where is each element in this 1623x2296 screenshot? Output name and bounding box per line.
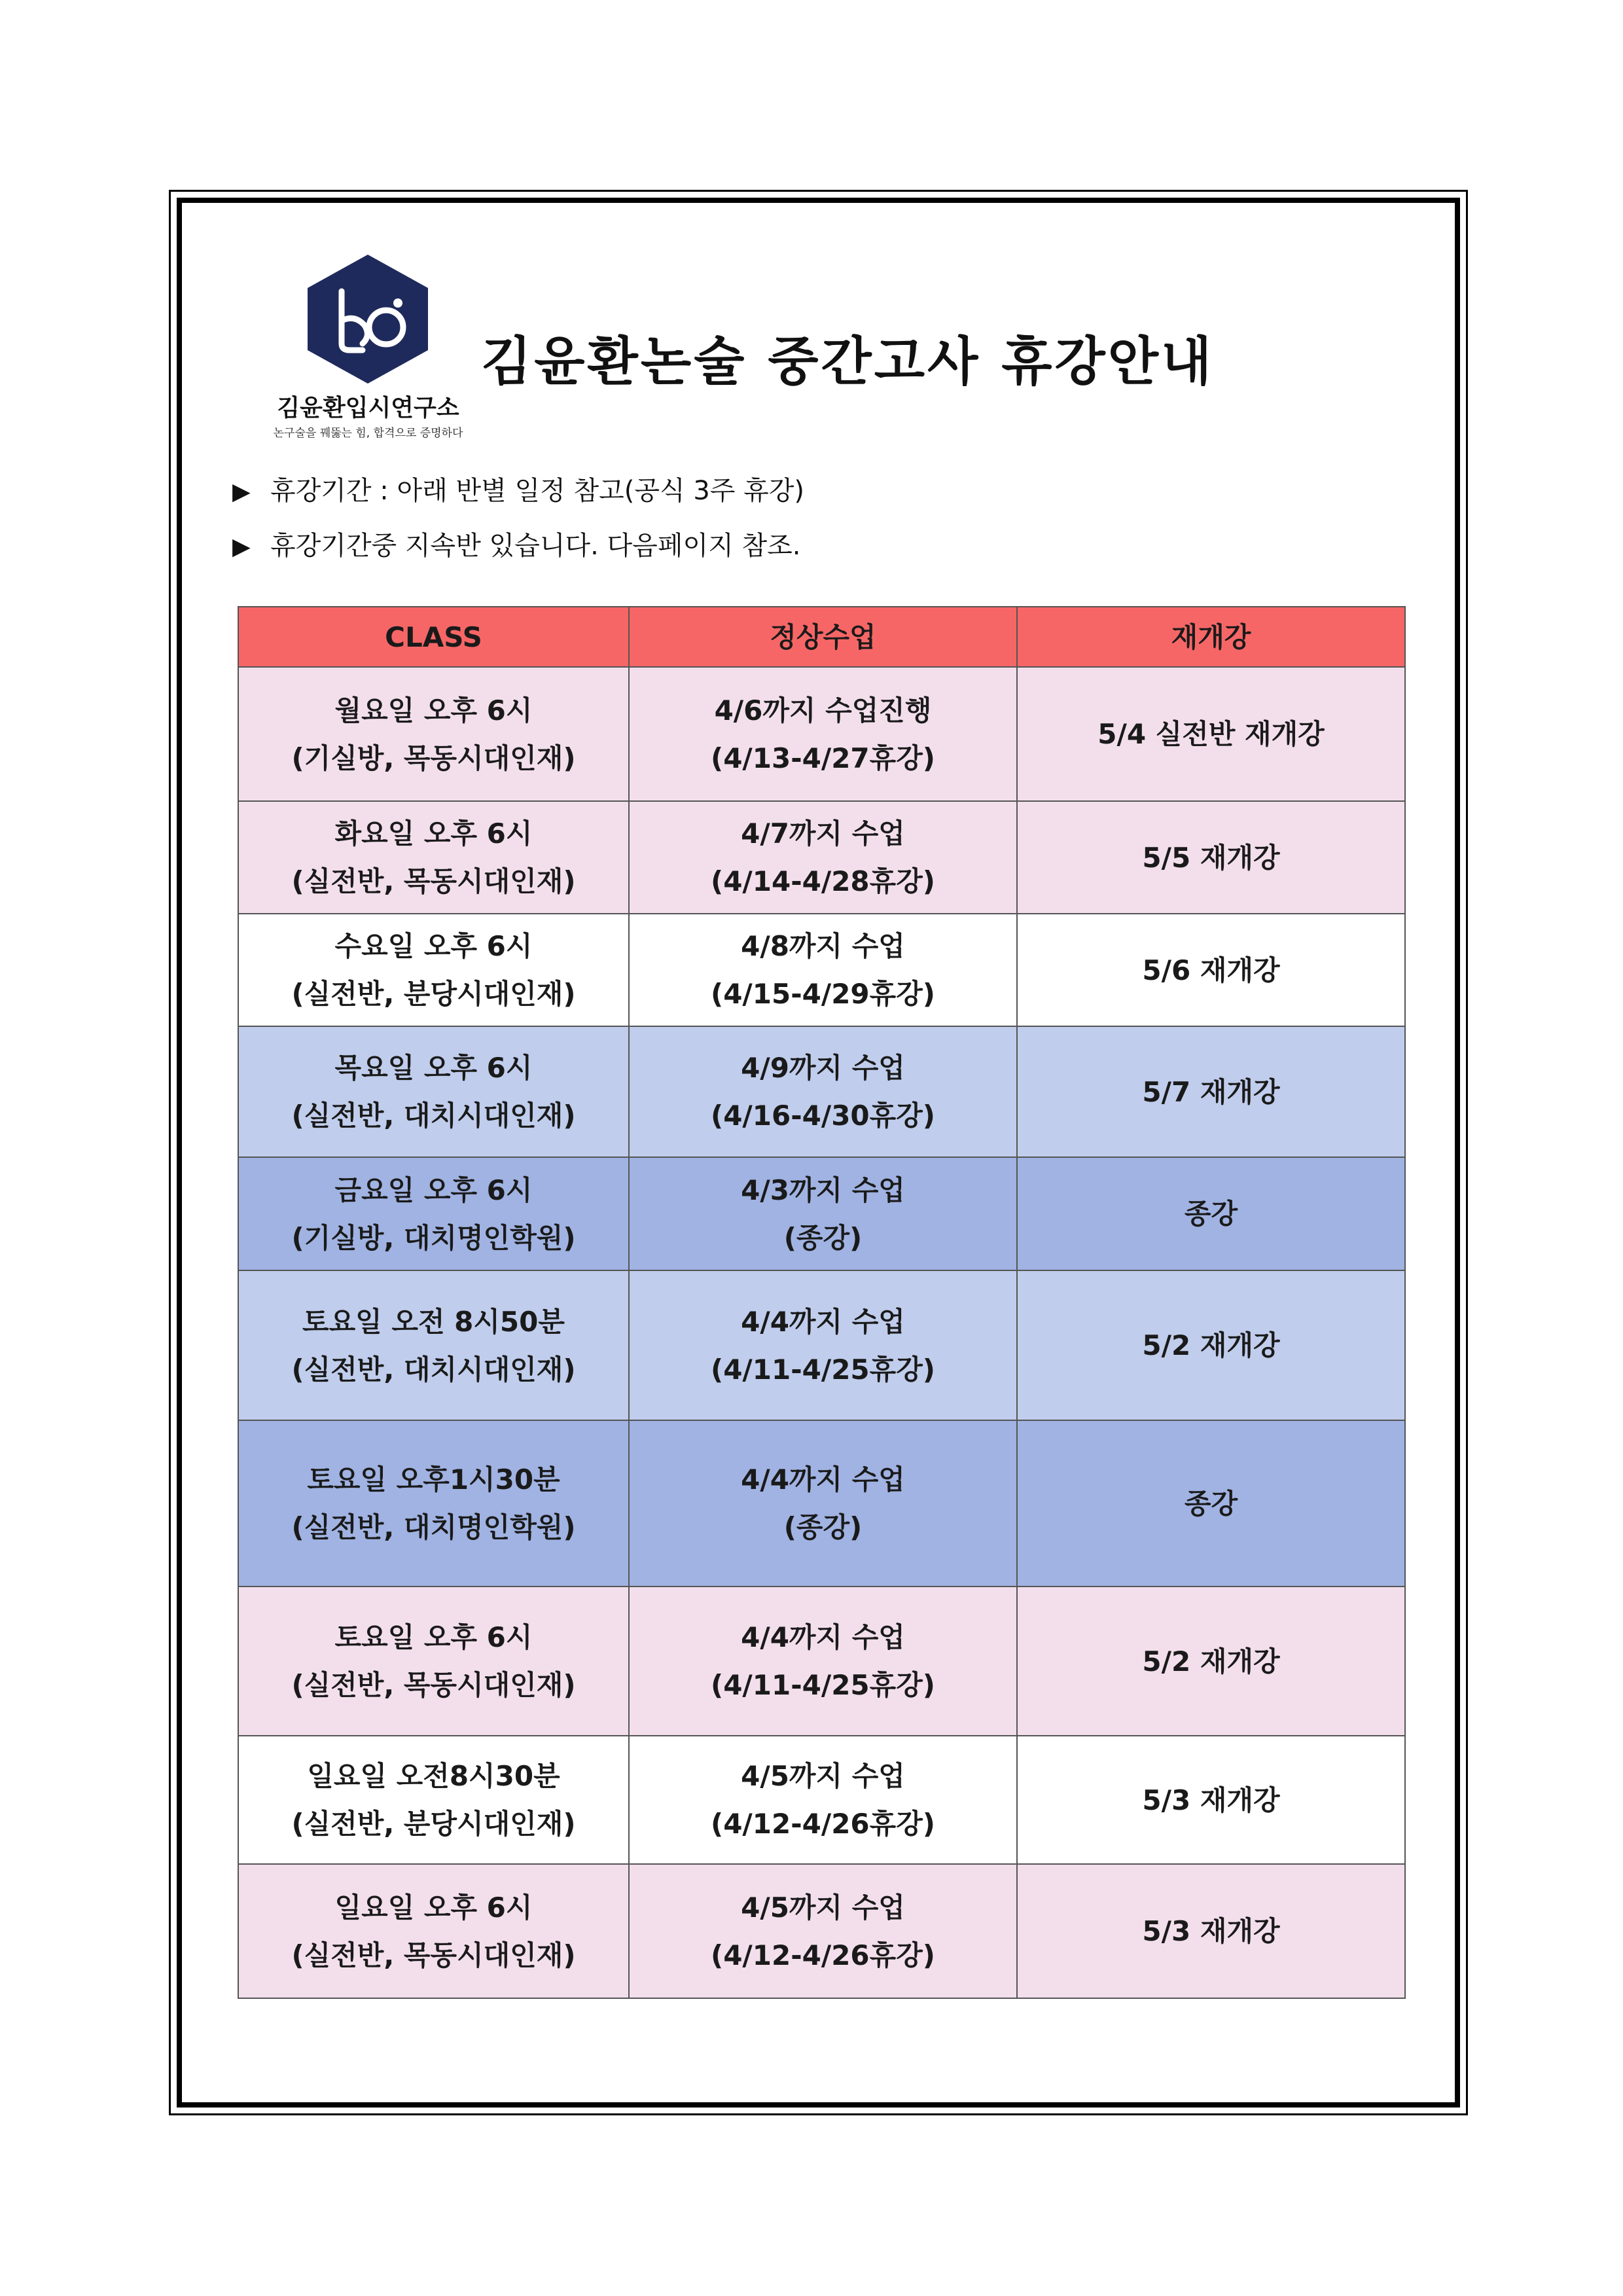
reopen-cell: 종강 (1017, 1420, 1405, 1587)
reopen-cell: 5/3 재개강 (1017, 1864, 1405, 1998)
reopen-cell: 5/3 재개강 (1017, 1736, 1405, 1864)
table-row (238, 1864, 1405, 1998)
normal-class-cell: 4/4까지 수업 (4/11-4/25휴강) (629, 1270, 1017, 1420)
reopen-cell: 5/5 재개강 (1017, 801, 1405, 914)
class-cell: 일요일 오전8시30분 (실전반, 분당시대인재) (238, 1736, 629, 1864)
page-title: 김윤환논술 중간고사 휴강안내 (481, 331, 1215, 392)
reopen-cell: 종강 (1017, 1157, 1405, 1270)
reopen-cell: 5/6 재개강 (1017, 914, 1405, 1026)
normal-class-cell: 4/6까지 수업진행 (4/13-4/27휴강) (629, 667, 1017, 801)
class-cell: 금요일 오후 6시 (기실방, 대치명인학원) (238, 1157, 629, 1270)
normal-class-cell: 4/5까지 수업 (4/12-4/26휴강) (629, 1736, 1017, 1864)
triangle-bullet-icon: ▶ (232, 478, 251, 505)
table-row (238, 914, 1405, 1026)
normal-class-cell: 4/8까지 수업 (4/15-4/29휴강) (629, 914, 1017, 1026)
class-cell: 토요일 오후 6시 (실전반, 목동시대인재) (238, 1587, 629, 1736)
reopen-cell: 5/7 재개강 (1017, 1026, 1405, 1157)
hexagon-logo-icon (302, 252, 433, 386)
table-row (238, 1026, 1405, 1157)
class-cell: 월요일 오후 6시 (기실방, 목동시대인재) (238, 667, 629, 801)
table-row (238, 1270, 1405, 1420)
notice-text: 휴강기간 : 아래 반별 일정 참고(공식 3주 휴강) (270, 476, 805, 506)
reopen-cell: 5/4 실전반 재개강 (1017, 667, 1405, 801)
class-cell: 토요일 오전 8시50분 (실전반, 대치시대인재) (238, 1270, 629, 1420)
class-cell: 토요일 오후1시30분 (실전반, 대치명인학원) (238, 1420, 629, 1587)
notice-line (232, 525, 800, 562)
normal-class-cell: 4/9까지 수업 (4/16-4/30휴강) (629, 1026, 1017, 1157)
notice-line (232, 470, 804, 507)
class-cell: 일요일 오후 6시 (실전반, 목동시대인재) (238, 1864, 629, 1998)
class-cell: 수요일 오후 6시 (실전반, 분당시대인재) (238, 914, 629, 1026)
normal-class-cell: 4/3까지 수업 (종강) (629, 1157, 1017, 1270)
normal-class-cell: 4/4까지 수업 (4/11-4/25휴강) (629, 1587, 1017, 1736)
normal-class-cell: 4/4까지 수업 (종강) (629, 1420, 1017, 1587)
class-cell: 목요일 오후 6시 (실전반, 대치시대인재) (238, 1026, 629, 1157)
table-row (238, 801, 1405, 914)
logo-name: 김윤환입시연구소 (277, 395, 459, 422)
table-row (238, 1736, 1405, 1864)
column-header-normal: 정상수업 (629, 607, 1017, 667)
logo-tagline: 논구술을 꿰뚫는 힘, 합격으로 증명하다 (273, 427, 463, 440)
column-header-class: CLASS (238, 607, 629, 667)
triangle-bullet-icon: ▶ (232, 533, 251, 560)
normal-class-cell: 4/7까지 수업 (4/14-4/28휴강) (629, 801, 1017, 914)
class-cell: 화요일 오후 6시 (실전반, 목동시대인재) (238, 801, 629, 914)
normal-class-cell: 4/5까지 수업 (4/12-4/26휴강) (629, 1864, 1017, 1998)
column-header-reopen: 재개강 (1017, 607, 1405, 667)
notice-text: 휴강기간중 지속반 있습니다. 다음페이지 참조. (270, 531, 801, 561)
table-header-row (238, 607, 1405, 667)
table-row (238, 1157, 1405, 1270)
table-row (238, 1420, 1405, 1587)
table-row (238, 667, 1405, 801)
table-row (238, 1587, 1405, 1736)
reopen-cell: 5/2 재개강 (1017, 1270, 1405, 1420)
schedule-table (238, 606, 1406, 1999)
reopen-cell: 5/2 재개강 (1017, 1587, 1405, 1736)
institute-logo (255, 252, 481, 448)
